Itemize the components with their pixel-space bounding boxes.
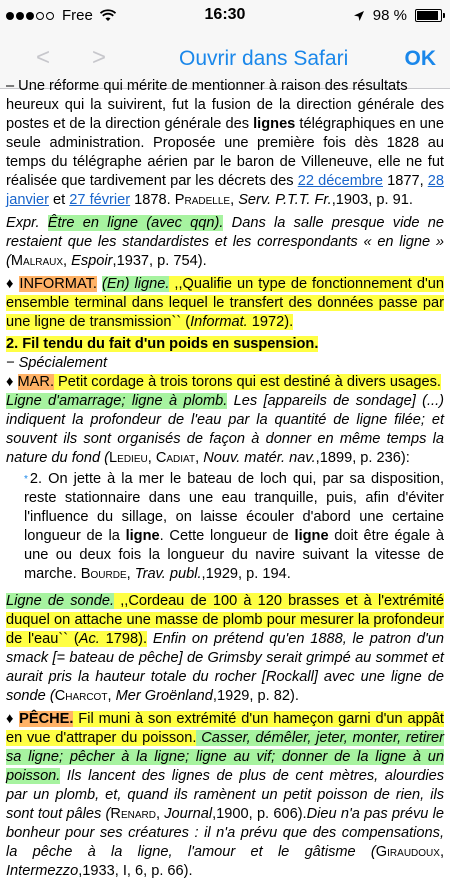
- battery-percent: 98 %: [372, 7, 407, 24]
- ok-button[interactable]: OK: [404, 47, 436, 70]
- ligne-de-sonde-definition: Ligne de sonde. ,,Cordeau de 100 à 120 brasses et à l'extrémité duquel on attache une masse de plomb pour mesurer la profondeur de l'eau`` (Ac. 1798). Enfin on prétend qu'en 1888, le patron d'un smack [= bateau de pêche] de Grimsby serait grimpé au sommet et aurait pris la hauteur totale du rocher [Rockall] avec une ligne de sonde (Charcot, Mer Groënland,1929, p. 82).: [6, 593, 444, 704]
- domain-tag-mar: MAR.: [17, 374, 54, 390]
- quote-2-paragraph: * 2. On jette à la mer le bateau de loch qui, par sa disposition, reste stationnaire dans une eau tranquille, puis, afin d'éviter l'influence du sillage, on laisse écouler d'abord une certaine longueur de la ligne. Cette longueur de ligne doit être égale à une ou deux fois la longueur du navire suivant la vitesse de marche. Bourde, Trav. publ.,1929, p. 194.: [24, 471, 444, 582]
- location-arrow-icon: [353, 10, 365, 22]
- forward-button[interactable]: >: [92, 44, 107, 71]
- battery-icon: [415, 9, 442, 22]
- clock: 16:30: [204, 6, 246, 23]
- citation-paragraph: heureux qui la suivirent, fut la fusion de la direction générale des postes et de la direction générale des lignes télégraphiques en une seule administration. Proposée une première fois dès 1828 au temps du télégraphe aérien par le baron de Villeneuve, elle ne fut réalisée que tardivement par les décrets des 22 décembre 1877, 28 janvier et 27 février 1878. Pradelle, Serv. P.T.T. Fr.,1903, p. 91.: [6, 97, 444, 208]
- peche-definition: ♦ PÊCHE. Fil muni à son extrémité d'un hameçon garni d'un appât en vue d'attraper du poisson. Casser, démêler, jeter, monter, retirer sa ligne; pêcher à la ligne; ligne au vif; donner de la ligne à un poisson. Ils lancent des lignes de plus de cent mètres, alourdies par un plomb, et, quand ils ramènent un petit poisson de rien, ils sont tout pâles (Renard, Journal,1900, p. 606).Dieu n'a pas prévu le bonheur pour ses créatures : il n'a prévu que des compensations, la pêche à la ligne, l'amour et le gâtisme (Giraudoux, Intermezzo,1933, I, 6, p. 66).: [6, 711, 445, 879]
- informat-definition: ♦ INFORMAT. (En) ligne. ,,Qualifie un type de fonctionnement d'un ensemble terminal dans lequel le transfert des données passe par une ligne de transmission`` (Informat. 1972).: [6, 276, 444, 330]
- domain-tag-peche: PÊCHE.: [19, 711, 74, 727]
- specially-label: − Spécialement: [6, 355, 108, 371]
- back-button[interactable]: <: [36, 44, 51, 71]
- expression-highlight: Être en ligne (avec qqn).: [47, 215, 224, 231]
- link-27-fevrier[interactable]: 27 février: [69, 192, 131, 208]
- open-in-safari-button[interactable]: Ouvrir dans Safari: [179, 47, 349, 70]
- cut-off-line: – Une réforme qui mérite de mentionner à raison des résultats: [6, 78, 408, 94]
- marine-definition: ♦ MAR. Petit cordage à trois torons qui est destiné à divers usages. Ligne d'amarrage; ligne à plomb. Les [appareils de sondage] (...) indiquent la profondeur de l'eau par la quantité de ligne filée; et souvent ils sont organisés de façon à donner en même temps la nature du fond (Ledieu, Cadiat, Nouv. matér. nav.,1899, p. 236):: [6, 374, 444, 466]
- status-right: [353, 7, 442, 24]
- dictionary-content[interactable]: [6, 78, 445, 879]
- link-28-janvier[interactable]: 28 janvier: [6, 173, 444, 208]
- diamond-icon: ♦: [6, 711, 15, 727]
- carrier-label: Free: [62, 7, 93, 24]
- link-22-decembre[interactable]: 22 décembre: [297, 173, 383, 189]
- status-bar: [0, 0, 450, 30]
- domain-tag-informat: INFORMAT.: [19, 276, 97, 292]
- star-marker-icon: *: [24, 474, 28, 485]
- sense-2-heading: 2. Fil tendu du fait d'un poids en suspension.: [6, 336, 319, 352]
- expression-paragraph: Expr. Être en ligne (avec qqn). Dans la salle presque vide ne restaient que les standardistes et les correspondants « en ligne » (Malraux, Espoir,1937, p. 754).: [6, 215, 445, 269]
- diamond-icon: ♦: [6, 374, 14, 390]
- diamond-icon: ♦: [6, 276, 15, 292]
